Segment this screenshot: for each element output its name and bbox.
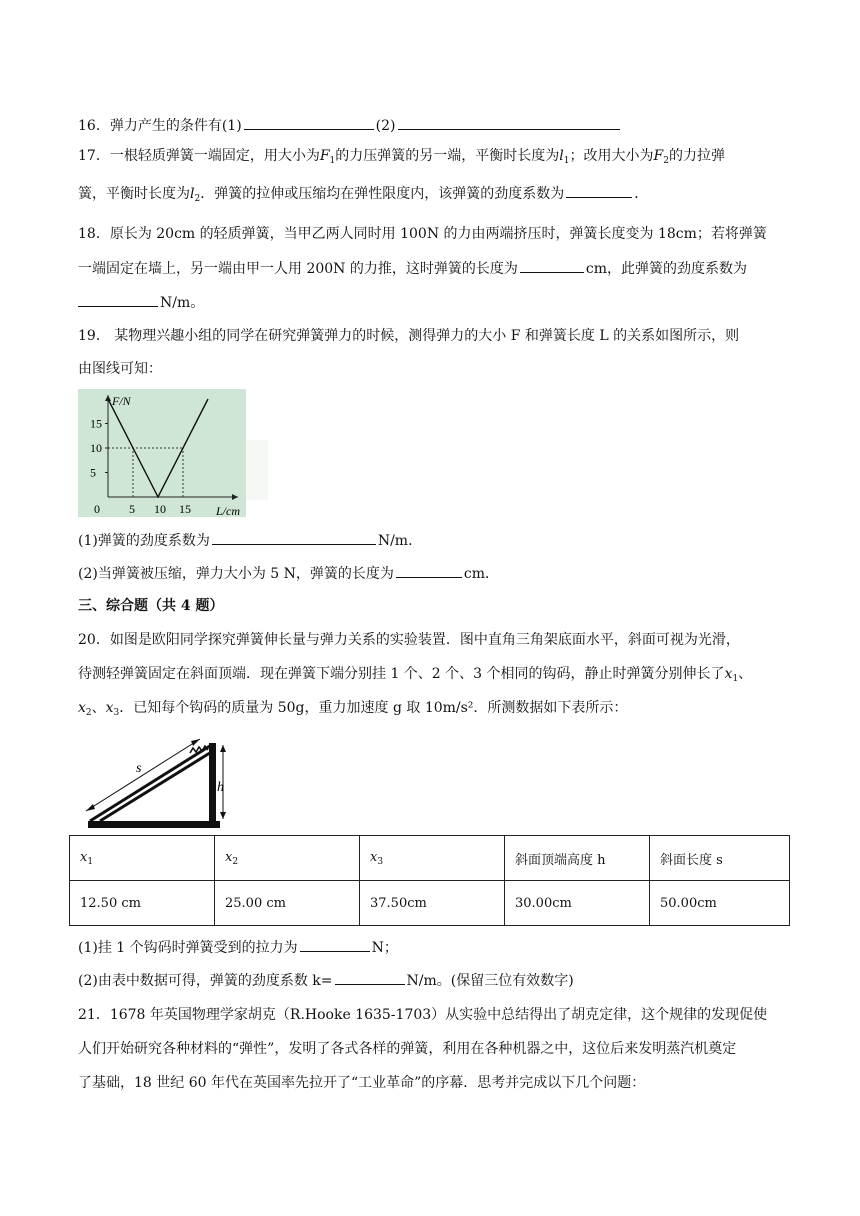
table-row <box>70 881 790 926</box>
question-number: 20． <box>78 632 110 648</box>
question-17-line-1 <box>78 146 725 171</box>
table-cell: 50.00cm <box>650 881 790 926</box>
question-20-line-1 <box>78 630 740 650</box>
question-text: ． <box>634 186 649 202</box>
answer-blank[interactable] <box>78 292 158 307</box>
question-21-line-2 <box>78 1039 736 1059</box>
question-text: 某物理兴趣小组的同学在研究弹簧弹力的时候，测得弹力的大小 F 和弹簧长度 L 的关系如图所示，则 <box>109 328 740 344</box>
question-19-part-1 <box>78 530 422 551</box>
question-text: N/m。(保留三位有效数字) <box>406 973 574 989</box>
answer-blank[interactable] <box>566 183 632 198</box>
question-text: (2)当弹簧被压缩，弹力大小为 5 N，弹簧的长度为 <box>78 566 394 582</box>
x-tick-label: 5 <box>129 502 135 516</box>
question-text: 簧，平衡时长度为 <box>78 186 190 202</box>
question-21-line-3 <box>78 1073 645 1093</box>
subscript: 2 <box>194 194 201 204</box>
arrow-head-icon <box>220 812 226 819</box>
x-tick-label: 0 <box>94 502 100 516</box>
question-text: 如图是欧阳同学探究弹簧伸长量与弹力关系的实验装置．图中直角三角架底面水平，斜面可视为光滑， <box>109 632 740 648</box>
question-20-part-1 <box>78 937 398 958</box>
table-header-cell <box>70 836 215 881</box>
question-19-part-2 <box>78 563 499 584</box>
y-tick-label: 10 <box>90 441 102 455</box>
scan-artifact <box>246 440 268 500</box>
question-20-line-3 <box>78 698 627 723</box>
table-header-cell <box>215 836 360 881</box>
question-21-line-1 <box>78 1005 767 1025</box>
symbol-x1: x <box>724 666 733 682</box>
symbol: x <box>225 849 233 865</box>
symbol: x <box>80 849 88 865</box>
subscript: 3 <box>113 708 120 718</box>
force-length-graph <box>78 389 246 517</box>
question-number: 18． <box>78 226 110 242</box>
question-text: 待测轻弹簧固定在斜面顶端．现在弹簧下端分别挂 1 个、2 个、3 个相同的钩码，静止时弹簧分别伸长了 <box>78 666 725 682</box>
question-text: N； <box>371 940 398 956</box>
question-text: ．已知每个钩码的质量为 50g，重力加速度 g 取 10m/s²．所测数据如下表所示： <box>119 700 628 716</box>
question-number: 17． <box>78 148 110 164</box>
x-tick-label: 15 <box>179 502 191 516</box>
question-text: 、 <box>91 700 106 716</box>
answer-blank[interactable] <box>300 937 370 952</box>
arrow-head-icon <box>220 745 226 752</box>
y-tick-label: 15 <box>90 416 102 431</box>
answer-blank[interactable] <box>398 115 620 130</box>
answer-blank[interactable] <box>335 970 405 985</box>
table-cell: 12.50 cm <box>70 881 215 926</box>
incline-apparatus-figure <box>78 729 238 833</box>
question-text: 、 <box>738 666 753 682</box>
question-19-line-1 <box>78 326 739 346</box>
section-heading: 三、综合题（共 4 题） <box>78 598 224 614</box>
question-text: (1)挂 1 个钩码时弹簧受到的拉力为 <box>78 940 298 956</box>
x-axis-label: L/cm <box>216 504 240 517</box>
question-text: 弹力产生的条件有(1) <box>109 118 242 134</box>
table-cell: 30.00cm <box>505 881 650 926</box>
subscript: 1 <box>87 856 94 867</box>
question-text: 由图线可知： <box>78 361 162 377</box>
subscript: 2 <box>85 708 92 718</box>
answer-blank[interactable] <box>520 258 584 273</box>
question-text: 一端固定在墙上，另一端由甲一人用 200N 的力推，这时弹簧的长度为 <box>78 261 518 277</box>
table-cell: 37.50cm <box>360 881 505 926</box>
label-s: s <box>136 761 142 776</box>
table-header-cell: 斜面长度 s <box>650 836 790 881</box>
question-text: (2) <box>375 118 396 134</box>
table-header-cell <box>360 836 505 881</box>
question-text: (1)弹簧的劲度系数为 <box>78 533 210 549</box>
y-axis-label: F/N <box>112 394 131 408</box>
base-bar <box>88 821 220 828</box>
question-text: cm． <box>463 566 500 582</box>
question-text: 一根轻质弹簧一端固定，用大小为 <box>109 148 320 164</box>
question-text: (2)由表中数据可得，弹簧的劲度系数 k= <box>78 973 333 989</box>
symbol-l1: l <box>559 148 564 164</box>
y-tick-label: 5 <box>90 465 96 480</box>
question-18-line-2 <box>78 258 747 279</box>
symbol-f2: F <box>653 148 664 164</box>
incline-rail <box>90 744 213 821</box>
question-text: ；改用大小为 <box>569 148 654 164</box>
x-axis-arrow-icon <box>232 494 238 500</box>
question-text: N/m。 <box>160 295 205 311</box>
question-text: cm，此弹簧的劲度系数为 <box>585 261 747 277</box>
table-header-row <box>70 836 790 881</box>
question-text: 了基础，18 世纪 60 年代在英国率先拉开了“工业革命”的序幕．思考并完成以下几个问题： <box>78 1075 646 1091</box>
answer-blank[interactable] <box>244 115 374 130</box>
question-18-line-1 <box>78 224 767 244</box>
question-number: 16． <box>78 118 110 134</box>
question-20-part-2 <box>78 970 574 991</box>
answer-blank[interactable] <box>396 563 462 578</box>
vertical-post <box>209 743 216 823</box>
measurement-table <box>69 835 790 926</box>
question-text: N/m． <box>377 533 423 549</box>
question-text: 1678 年英国物理学家胡克（R.Hooke 1635-1703）从实验中总结得出了胡克定律，这个规律的发现促使 <box>109 1007 768 1023</box>
answer-blank[interactable] <box>212 530 376 545</box>
subscript: 1 <box>563 156 570 166</box>
symbol-l2: l <box>190 186 195 202</box>
subscript: 2 <box>232 856 239 867</box>
graph-svg <box>78 389 246 517</box>
question-text: 的力压弹簧的另一端，平衡时长度为 <box>335 148 560 164</box>
symbol-x2: x <box>78 700 86 716</box>
subscript: 1 <box>732 674 739 684</box>
question-19-line-2 <box>78 359 162 379</box>
arrow-head-icon <box>191 739 200 746</box>
question-20-line-2 <box>78 664 752 689</box>
table-header-cell: 斜面顶端高度 h <box>505 836 650 881</box>
question-text: 的力拉弹 <box>668 148 725 164</box>
question-18-line-3 <box>78 292 204 313</box>
question-number: 21． <box>78 1007 110 1023</box>
length-arrow <box>86 739 200 811</box>
arrow-head-icon <box>86 804 95 811</box>
question-16 <box>78 115 622 136</box>
subscript: 1 <box>329 156 336 166</box>
table-cell: 25.00 cm <box>215 881 360 926</box>
symbol: x <box>370 849 378 865</box>
label-h: h <box>217 780 224 795</box>
incline-rail <box>100 751 213 821</box>
symbol-f1: F <box>319 148 330 164</box>
question-text: 原长为 20cm 的轻质弹簧，当甲乙两人同时用 100N 的力由两端挤压时，弹簧长度变为 18cm；若将弹簧 <box>109 226 767 242</box>
symbol-x3: x <box>105 700 114 716</box>
question-text: 人们开始研究各种材料的“弹性”，发明了各式各样的弹簧，利用在各种机器之中，这位后来发明蒸汽机奠定 <box>78 1041 737 1057</box>
question-number: 19． <box>78 328 110 344</box>
question-text: ．弹簧的拉伸或压缩均在弹性限度内，该弹簧的劲度系数为 <box>200 186 565 202</box>
incline-svg <box>78 729 238 833</box>
x-tick-label: 10 <box>154 502 166 516</box>
subscript: 2 <box>663 156 669 166</box>
question-17-line-2 <box>78 183 648 209</box>
subscript: 3 <box>377 856 384 867</box>
